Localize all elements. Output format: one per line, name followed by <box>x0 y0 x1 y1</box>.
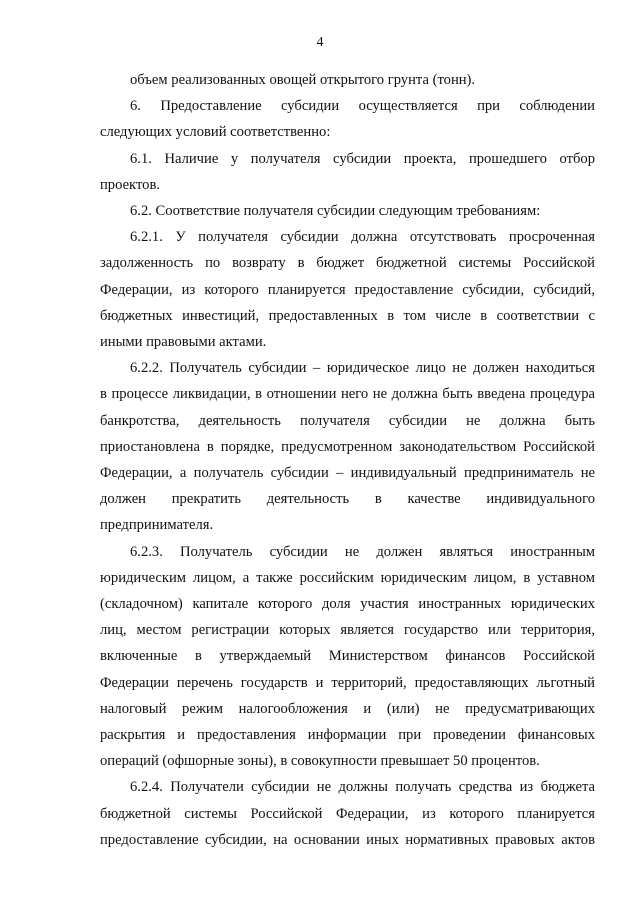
text-line: Федерации, из которого планируется предоставление субсидии, субсидий, <box>100 281 595 298</box>
text-line: проектов. <box>100 176 160 193</box>
text-line: Федерации, а получатель субсидии – индивидуальный предприниматель не <box>100 465 595 482</box>
text-line: включенные в утверждаемый Министерством финансов Российской <box>100 648 595 665</box>
text-line: в процессе ликвидации, в отношении него не должна быть введена процедура <box>100 386 595 403</box>
text-line: 6.2.1. У получателя субсидии должна отсутствовать просроченная <box>130 229 595 246</box>
text-line: банкротства, деятельность получателя субсидии не должна быть <box>100 412 595 429</box>
text-line: следующих условий соответственно: <box>100 124 331 141</box>
text-line: 6.2.3. Получатель субсидии не должен являться иностранным <box>130 543 595 560</box>
text-line: 6.2.2. Получатель субсидии – юридическое лицо не должен находиться <box>130 360 595 377</box>
text-line: должен прекратить деятельность в качестве индивидуального <box>100 491 595 508</box>
text-line: операций (офшорные зоны), в совокупности превышает 50 процентов. <box>100 753 540 770</box>
text-line: раскрытия и предоставления информации при проведении финансовых <box>100 727 595 744</box>
text-line: 6.2. Соответствие получателя субсидии следующим требованиям: <box>130 203 541 220</box>
text-line: налоговый режим налогообложения и (или) не предусматривающих <box>100 700 595 717</box>
text-line: Федерации перечень государств и территорий, предоставляющих льготный <box>100 674 595 691</box>
text-line: 6.1. Наличие у получателя субсидии проекта, прошедшего отбор <box>130 150 595 167</box>
text-line: лиц, местом регистрации которых является государство или территория, <box>100 622 595 639</box>
document-body <box>100 67 595 853</box>
text-line: приостановлена в порядке, предусмотренном законодательством Российской <box>100 438 595 455</box>
text-line: объем реализованных овощей открытого грунта (тонн). <box>130 72 476 88</box>
text-line: бюджетной системы Российской Федерации, из которого планируется <box>100 805 595 822</box>
text-line: задолженность по возврату в бюджет бюджетной системы Российской <box>100 255 595 272</box>
text-line: 6.2.4. Получатели субсидии не должны получать средства из бюджета <box>130 779 595 796</box>
page-number: 4 <box>316 35 324 50</box>
text-line: (складочном) капитале которого доля участия иностранных юридических <box>100 596 595 613</box>
text-line: юридическим лицом, а также российским юридическим лицом, в уставном <box>100 569 595 586</box>
text-line: 6. Предоставление субсидии осуществляется при соблюдении <box>130 98 595 115</box>
text-line: предоставление субсидии, на основании иных нормативных правовых актов <box>100 831 595 848</box>
text-line: бюджетных инвестиций, предоставленных в том числе в соответствии с <box>100 307 595 324</box>
text-line: предпринимателя. <box>100 517 214 534</box>
text-line: иными правовыми актами. <box>100 334 267 351</box>
